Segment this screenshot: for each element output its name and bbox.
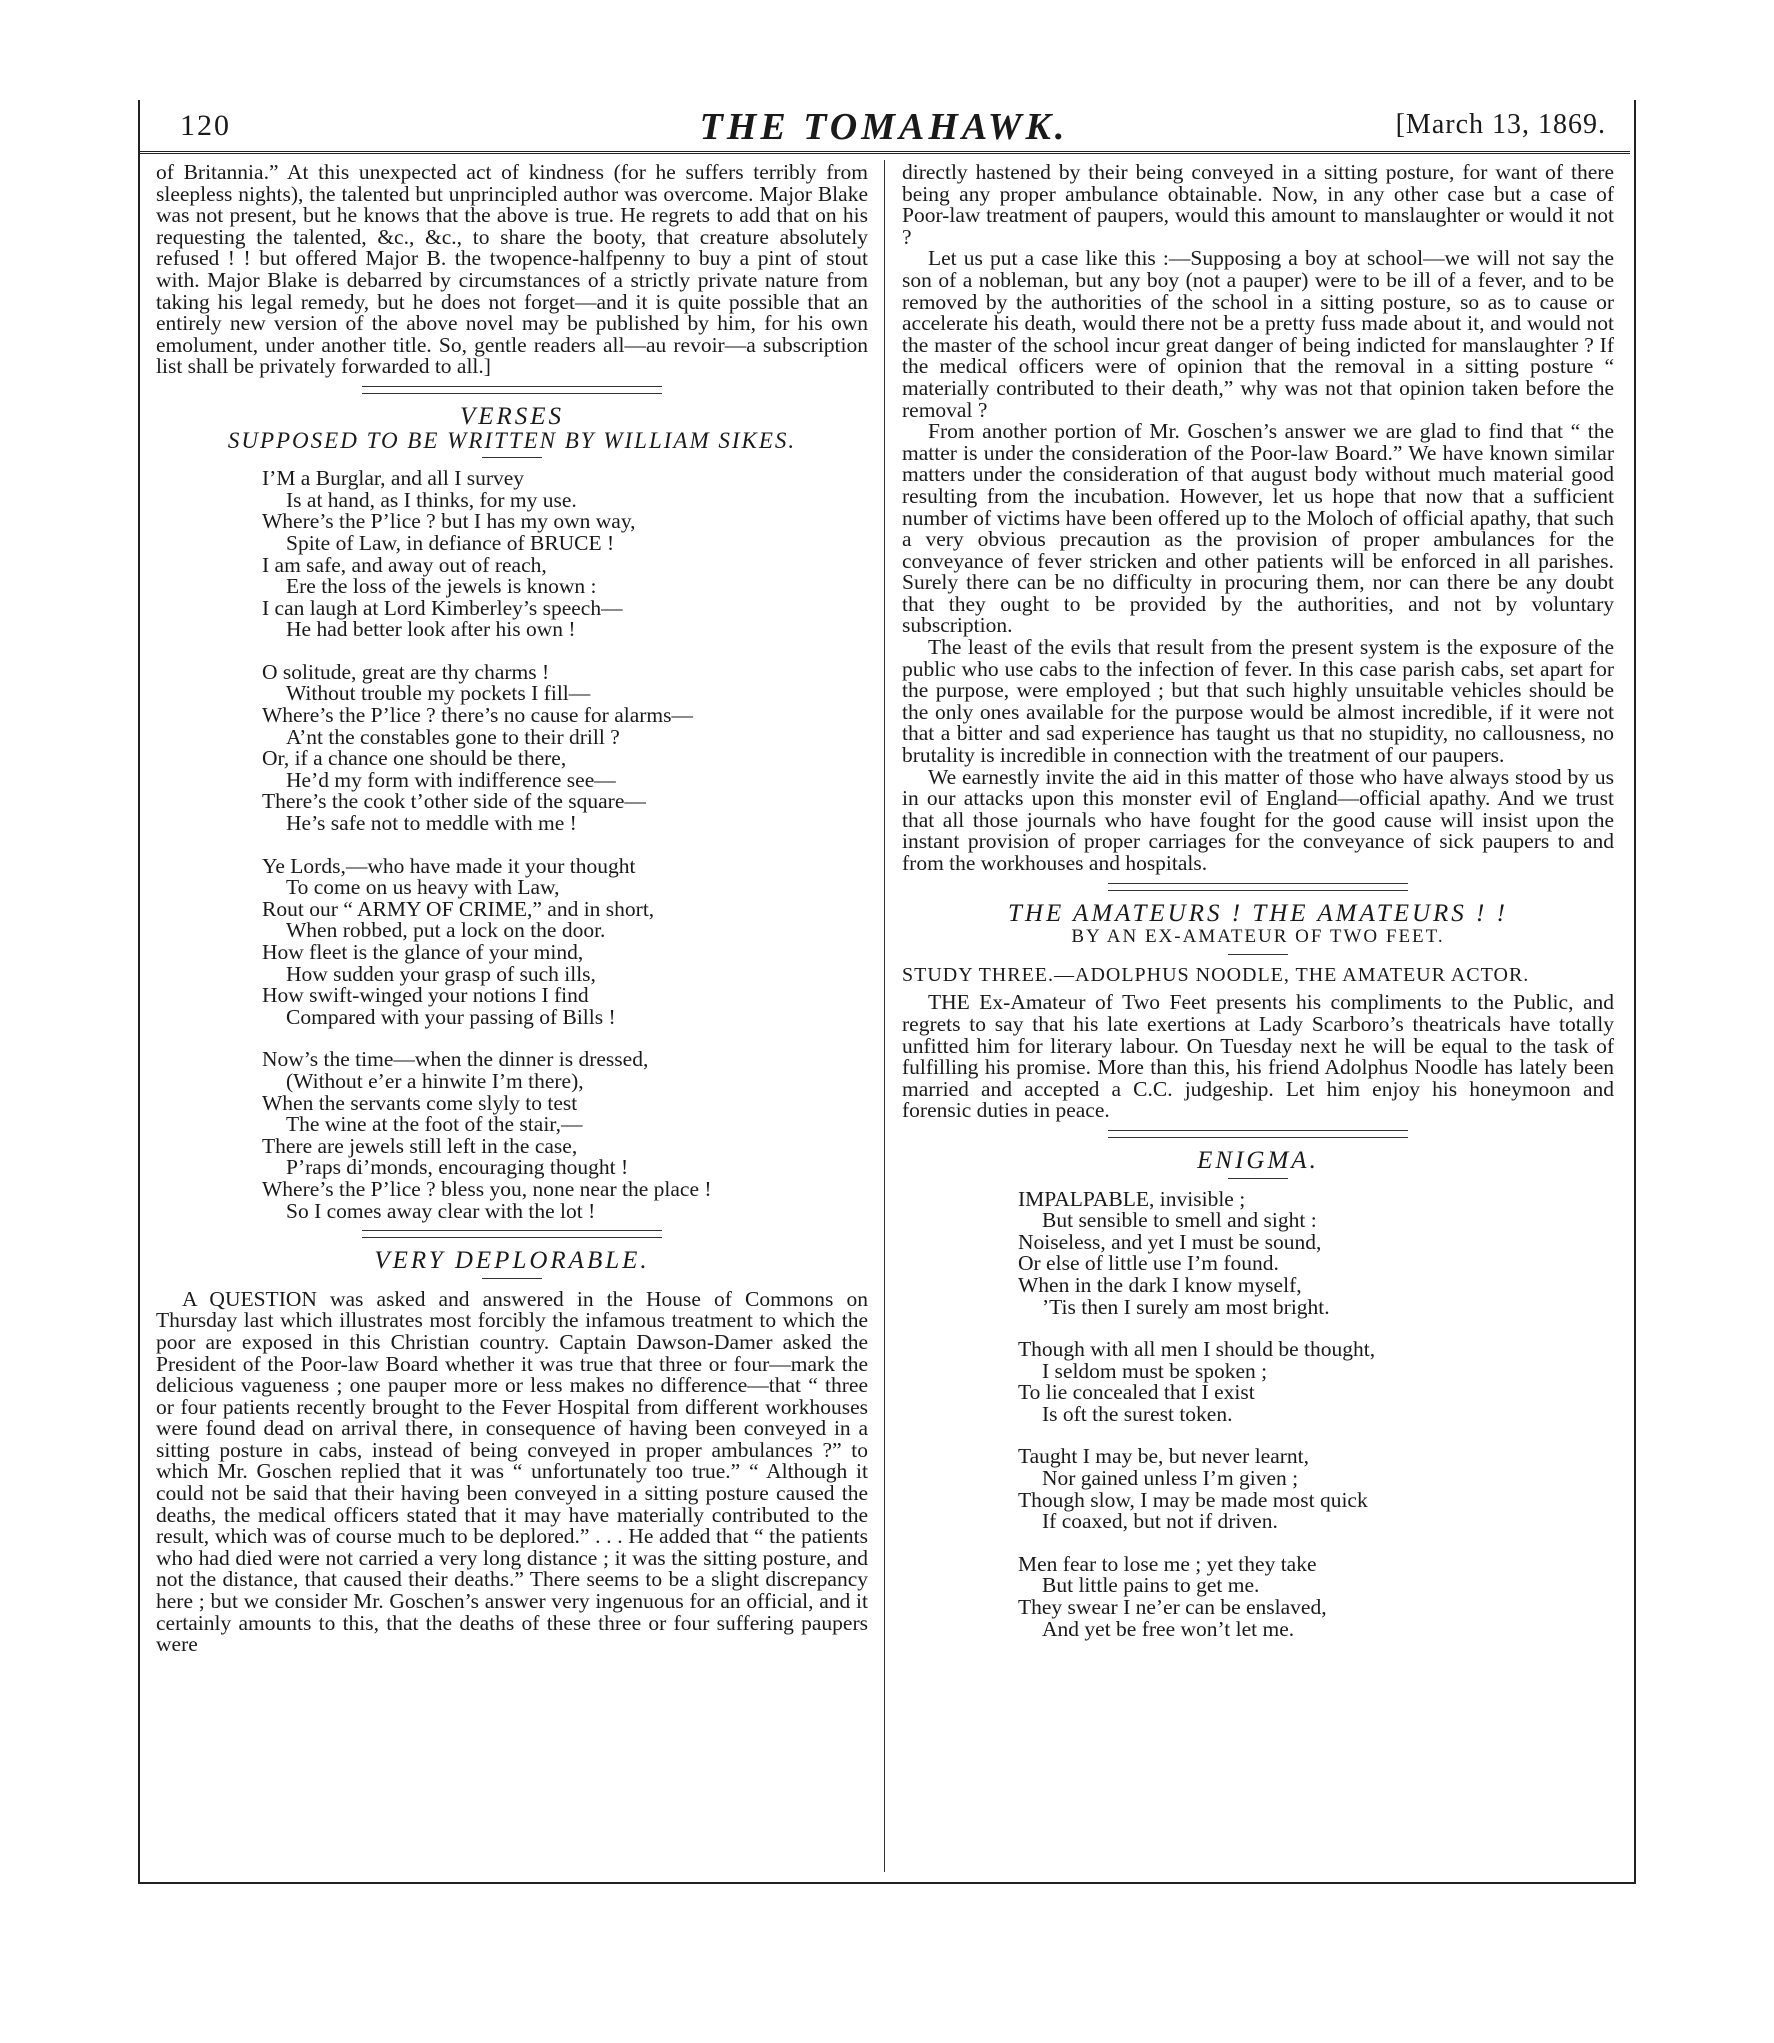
poem-line: Though slow, I may be made most quick [1018, 1487, 1368, 1512]
deplorable-title: VERY DEPLORABLE. [374, 1247, 650, 1275]
article-continuation: of Britannia.” At this unexpected act of kindness (for he suffers terribly from sleepless nights), the talented but unprincipled author was overcome. Major Blake was not present, but he knows that the above is true. He regrets to add that on his requesting the talented, &c., &c., to share the booty, that creature absolutely refused ! ! but offered Major B. the twopence-halfpenny to buy a pint of stout with. Major Blake is debarred by circumstances of a strictly private nature from taking his legal remedy, but he does not forget—and it is quite possible that an entirely new version of the above novel may be published by him, for his own emolument, under another title. So, gentle readers all—au revoir—a subscription list shall be privately forwarded to all.] [156, 160, 868, 379]
poem-line: To come on us heavy with Law, [286, 875, 560, 900]
poem-line: I’M a Burglar, and all I survey [262, 466, 525, 491]
poem-line: To lie concealed that I exist [1018, 1380, 1255, 1405]
poem-line: ’Tis then I surely am most bright. [1042, 1294, 1330, 1319]
poem-line: Is at hand, as I thinks, for my use. [286, 487, 577, 512]
poem-stanza [1018, 1446, 1614, 1532]
poem-line: Is oft the surest token. [1042, 1401, 1233, 1426]
poem-line: I can laugh at Lord Kimberley’s speech— [262, 595, 623, 620]
short-rule [482, 457, 542, 458]
poem-line: There’s the cook t’other side of the square— [262, 789, 646, 814]
poem-line: They swear I ne’er can be enslaved, [1018, 1595, 1327, 1620]
poem-line: And yet be free won’t let me. [1042, 1616, 1295, 1641]
poem-line: O solitude, great are thy charms ! [262, 659, 550, 684]
issue-date: [March 13, 1869. [1395, 109, 1606, 140]
poem-line: How fleet is the glance of your mind, [262, 940, 584, 964]
poem-stanza [262, 468, 868, 641]
poem-line: So I comes away clear with the lot ! [286, 1198, 596, 1223]
right-column [902, 162, 1614, 1640]
poem-line: Where’s the P’lice ? bless you, none near the place ! [262, 1176, 712, 1201]
left-column [156, 162, 868, 1656]
poem-stanza [262, 853, 868, 1029]
poem-line: There are jewels still left in the case, [262, 1133, 578, 1158]
section-separator [1108, 883, 1408, 891]
poem-line: A’nt the constables gone to their drill ? [286, 724, 620, 749]
poem-line: I am safe, and away out of reach, [262, 552, 547, 577]
poem-line: Men fear to lose me ; yet they take [1018, 1551, 1317, 1576]
verses-poem [262, 468, 868, 1222]
amateurs-paragraph: THE Ex-Amateur of Two Feet presents his compliments to the Public, and regrets to say that his late exertions at Lady Scarboro’s theatricals have totally unfitted him for literary labour. On Tuesday next he will be equal to the task of fulfilling his promise. More than this, his friend Adolphus Noodle has lately been married and accepted a C.C. judgeship. Let him enjoy his honeymoon and forensic duties in peace. [902, 990, 1614, 1123]
poem-line: (Without e’er a hinwite I’m there), [286, 1068, 584, 1093]
poem-stanza [1018, 1186, 1614, 1319]
poem-line: Ere the loss of the jewels is known : [286, 574, 597, 599]
poem-line: When robbed, put a lock on the door. [286, 918, 606, 943]
poem-line: Where’s the P’lice ? but I has my own way, [262, 509, 636, 534]
article-paragraph: Let us put a case like this :—Supposing a boy at school—we will not say the son of a nobleman, but any boy (not a pauper) were to be ill of a fever, and to be removed by the authorities of the school in a sitting posture, so as to cause or accelerate his death, would there not be a pretty fuss made about it, and would not the master of the school incur great danger of being indicted for manslaughter ? If the medical officers were of opinion that the removal in a sitting posture “ materially contributed to their death,” why was not that opinion taken before the removal ? [902, 246, 1614, 422]
amateurs-title: THE AMATEURS ! THE AMATEURS ! ! [1008, 899, 1508, 927]
short-rule [1228, 954, 1288, 955]
enigma-title: ENIGMA. [1197, 1146, 1319, 1174]
poem-stanza [262, 1049, 868, 1222]
poem-line: Spite of Law, in defiance of BRUCE ! [286, 530, 615, 555]
page-number: 120 [180, 109, 231, 142]
header-rule [140, 151, 1630, 154]
poem-line: Or, if a chance one should be there, [262, 746, 567, 771]
section-separator [362, 1230, 662, 1238]
poem-line: Where’s the P’lice ? there’s no cause for alarms— [262, 703, 694, 728]
article-paragraph: We earnestly invite the aid in this matter of those who have always stood by us in our attacks upon this monster evil of England—official apathy. And we trust that all those journals who have fought for the good cause will insist upon the instant provision of proper carriages for the conveyance of sick paupers to and from the workhouses and hospitals. [902, 764, 1614, 875]
short-rule [1228, 1178, 1288, 1179]
poem-stanza [1018, 1339, 1614, 1425]
article-paragraph: directly hastened by their being conveyed in a sitting posture, for want of there being any proper ambulance obtainable. Now, in any other case but a case of Poor-law treatment of paupers, would this amount to manslaughter or would it not ? [902, 160, 1614, 249]
poem-line: Or else of little use I’m found. [1018, 1251, 1279, 1276]
poem-line: Compared with your passing of Bills ! [286, 1004, 616, 1029]
publication-title: THE TOMAHAWK. [699, 106, 1069, 148]
poem-line: When the servants come slyly to test [262, 1090, 578, 1115]
amateurs-byline: BY AN EX-AMATEUR OF TWO FEET. [1071, 926, 1445, 948]
poem-line: He’d my form with indifference see— [286, 767, 616, 792]
poem-line: Now’s the time—when the dinner is dressed, [262, 1047, 649, 1072]
section-separator [362, 386, 662, 394]
poem-line: If coaxed, but not if driven. [1042, 1509, 1278, 1534]
poem-line: The wine at the foot of the stair,— [286, 1112, 583, 1137]
poem-line: P’raps di’monds, encouraging thought ! [286, 1155, 629, 1180]
poem-line: But sensible to smell and sight : [1042, 1208, 1317, 1233]
poem-line: Without trouble my pockets I fill— [286, 681, 591, 706]
poem-line: IMPALPABLE, invisible ; [1018, 1186, 1246, 1211]
poem-line: How sudden your grasp of such ills, [286, 961, 596, 986]
poem-line: When in the dark I know myself, [1018, 1272, 1302, 1297]
poem-line: Nor gained unless I’m given ; [1042, 1466, 1299, 1491]
poem-stanza [1018, 1551, 1614, 1641]
poem-stanza [262, 659, 868, 836]
article-paragraph: From another portion of Mr. Goschen’s answer we are glad to find that “ the matter is under the consideration of the Poor-law Board.” We have known similar matters under the consideration of that august body without much material good resulting from the incubation. However, let us hope that now that a sufficient number of victims have been offered up to the Moloch of official apathy, that such a very obvious precaution as the provision of proper ambulances for the conveyance of fever stricken and other patients will be enforced in all parishes. Surely there can be no difficulty in procuring them, nor can there be any doubt that they ought to be provided by the authorities, and not by voluntary subscription. [902, 419, 1614, 638]
poem-line: Rout our “ ARMY OF CRIME,” and in short, [262, 896, 655, 921]
poem-line: Taught I may be, but never learnt, [1018, 1444, 1310, 1469]
verses-subtitle: SUPPOSED TO BE WRITTEN BY WILLIAM SIKES. [227, 427, 797, 453]
poem-line: How swift-winged your notions I find [262, 983, 589, 1008]
verses-title: VERSES [459, 402, 565, 430]
poem-line: Ye Lords,—who have made it your thought [262, 853, 636, 878]
study-heading: STUDY THREE.—ADOLPHUS NOODLE, THE AMATEUR ACTOR. [902, 963, 1530, 986]
section-separator [1108, 1130, 1408, 1138]
article-paragraph: The least of the evils that result from the present system is the exposure of the public who use cabs to the infection of fever. In this case parish cabs, set apart for the purpose, were employed ; but that such highly unsuitable vehicles should be the only ones available for the purpose would be almost incredible, if it were not that a bitter and sad experience has taught us that no stupidity, no callousness, no brutality is incredible in connection with the treatment of our paupers. [902, 635, 1614, 768]
poem-line: He had better look after his own ! [286, 617, 576, 642]
poem-line: Though with all men I should be thought, [1018, 1337, 1376, 1362]
column-divider [884, 160, 885, 1872]
poem-line: But little pains to get me. [1042, 1573, 1260, 1598]
poem-line: He’s safe not to meddle with me ! [286, 811, 577, 836]
masthead [150, 101, 1618, 149]
enigma-poem [1018, 1186, 1614, 1641]
short-rule [482, 1278, 542, 1279]
poem-line: I seldom must be spoken ; [1042, 1358, 1268, 1383]
deplorable-article: A QUESTION was asked and answered in the House of Commons on Thursday last which illustrates most forcibly the infamous treatment to which the poor are exposed in this Christian country. Captain Dawson-Damer asked the President of the Poor-law Board whether it was true that three or four—mark the delicious vagueness ; one pauper more or less makes no difference—that “ three or four patients recently brought to the Fever Hospital from different workhouses were found dead on arrival there, in consequence of having been conveyed in a sitting posture in cabs, instead of being conveyed in proper ambulances ?” to which Mr. Goschen replied that it was “ unfortunately too true.” “ Although it could not be said that their having been conveyed in a sitting posture caused the deaths, the medical officers stated that it may have materially contributed to the result, which was of course much to be deplored.” . . . He added that “ the patients who had died were not carried a very long distance ; it was the sitting posture, and not the distance, that caused their deaths.” There seems to be a slight discrepancy here ; but we consider Mr. Goschen’s answer very ingenuous for an official, and it certainly amounts to this, that the deaths of these three or four suffering paupers were [156, 1286, 868, 1657]
poem-line: Noiseless, and yet I must be sound, [1018, 1229, 1322, 1254]
